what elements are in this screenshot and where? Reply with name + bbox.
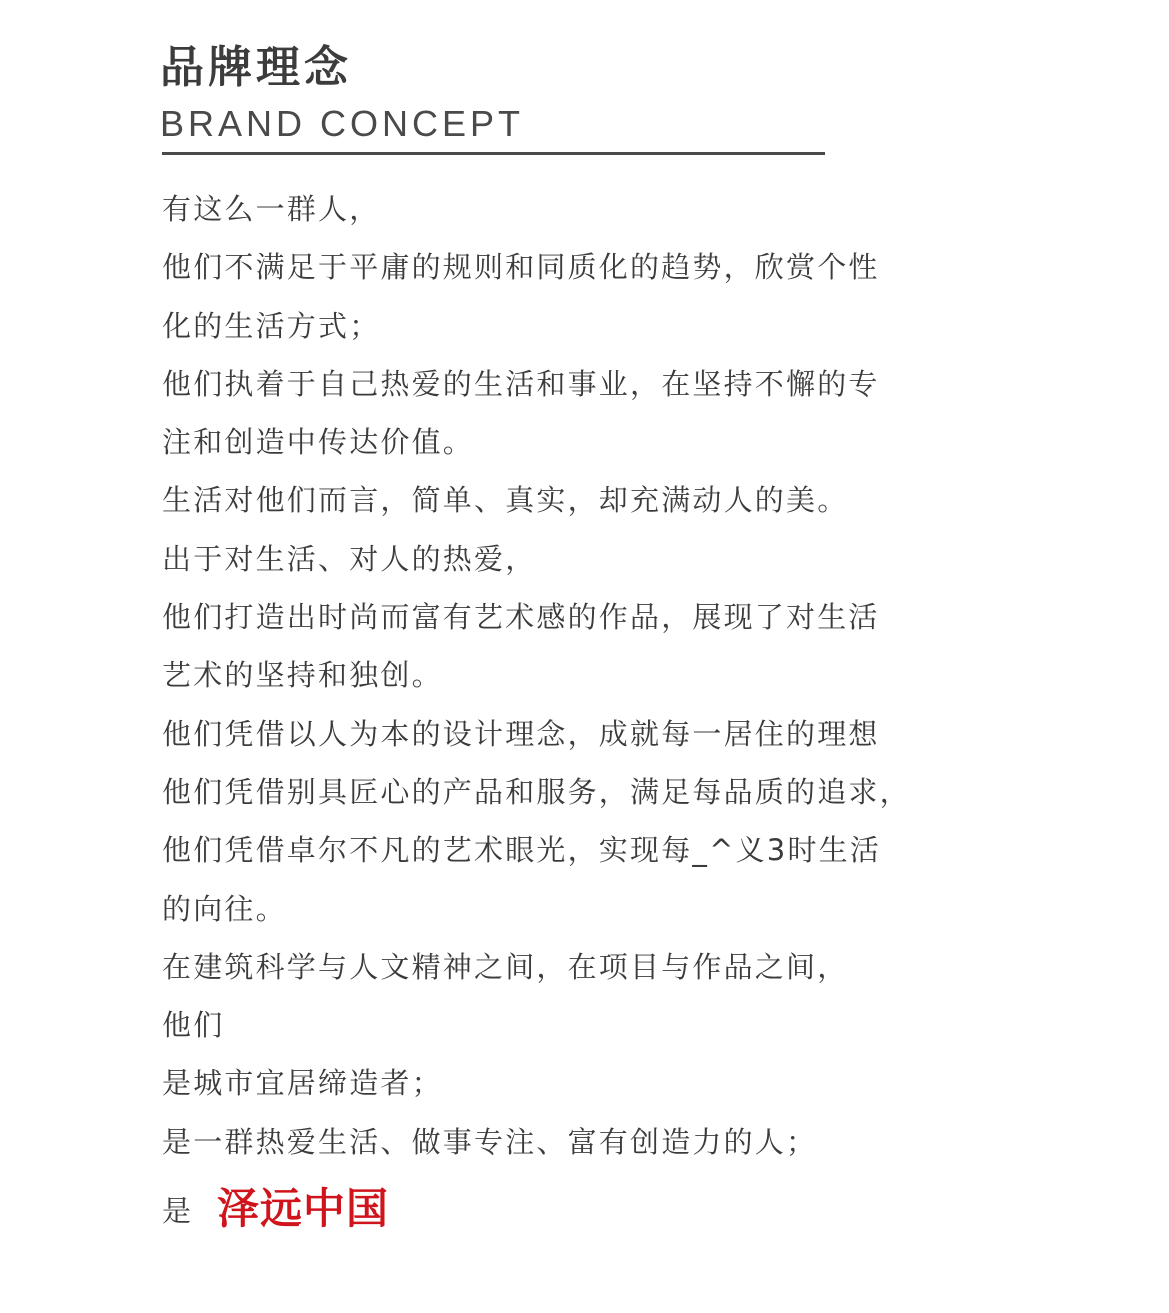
text-line: 注和创造中传达价值。 (162, 425, 475, 460)
text-line: 生活对他们而言，简单、真实，却充满动人的美。 (162, 483, 849, 518)
text-line: 他们 (162, 1008, 225, 1043)
text-line: 他们不满足于平庸的规则和同质化的趋势，欣赏个性 (162, 250, 880, 285)
text-line: 有这么一群人， (162, 192, 381, 226)
concept-text (162, 180, 1022, 1171)
text-line: 化的生活方式； (162, 308, 381, 343)
text-line: 他们凭借以人为本的设计理念，成就每一居住的理想 (162, 716, 880, 751)
text-line: 在建筑科学与人文精神之间，在项目与作品之间， (162, 949, 849, 984)
text-line: 是城市宜居缔造者； (162, 1066, 443, 1101)
text-line: 的向往。 (162, 891, 287, 926)
text-line: 他们打造出时尚而富有艺术感的作品，展现了对生活 (162, 600, 880, 635)
closing-prefix: 是 (162, 1193, 194, 1228)
text-line: 他们执着于自己热爱的生活和事业，在坚持不懈的专 (162, 366, 880, 401)
title-divider (162, 152, 825, 155)
text-line: 艺术的坚持和独创。 (162, 658, 443, 693)
page-subtitle: BRAND CONCEPT (160, 103, 525, 144)
closing-line (162, 1183, 389, 1235)
text-line: 他们凭借卓尔不凡的艺术眼光，实现每_^义3时生活 (162, 833, 882, 868)
text-line: 是一群热爱生活、做事专注、富有创造力的人； (162, 1124, 818, 1159)
text-line: 出于对生活、对人的热爱， (162, 541, 537, 576)
brand-logo-text: 泽远中国 (217, 1184, 390, 1233)
text-line: 他们凭借别具匠心的产品和服务，满足每品质的追求， (162, 774, 911, 809)
page-title: 品牌理念 (160, 42, 352, 93)
